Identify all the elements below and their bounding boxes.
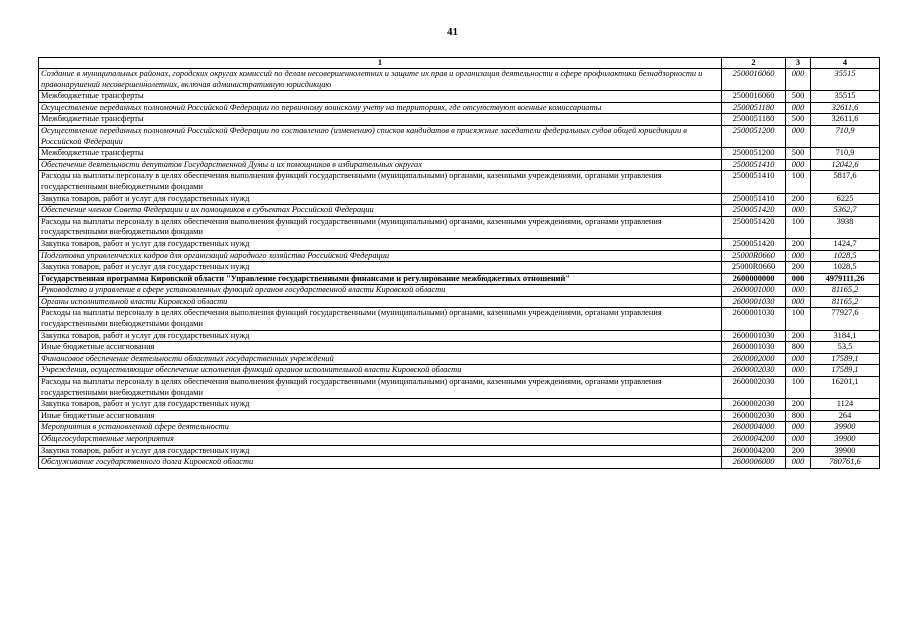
- row-type-cell: 000: [786, 205, 811, 217]
- row-code-cell: 2500051180: [722, 102, 786, 114]
- row-code-cell: 2600002030: [722, 399, 786, 411]
- row-amount-cell: 53,5: [811, 342, 880, 354]
- row-code-cell: 2600004200: [722, 434, 786, 446]
- row-type-cell: 200: [786, 330, 811, 342]
- row-type-cell: 100: [786, 308, 811, 330]
- row-type-cell: 200: [786, 399, 811, 411]
- row-type-cell: 500: [786, 91, 811, 103]
- row-name-cell: Общегосударственные мероприятия: [39, 434, 722, 446]
- row-amount-cell: 710,9: [811, 125, 880, 147]
- row-code-cell: 2500051420: [722, 238, 786, 250]
- row-name-cell: Закупка товаров, работ и услуг для государственных нужд: [39, 262, 722, 274]
- row-name-cell: Расходы на выплаты персоналу в целях обеспечения выполнения функций государственными (муниципальными) органами, казенными учреждениями, органами управления государственными внебюджетными фондами: [39, 171, 722, 193]
- row-code-cell: 2500051200: [722, 148, 786, 160]
- row-type-cell: 000: [786, 434, 811, 446]
- row-amount-cell: 6225: [811, 193, 880, 205]
- table-header-row: [39, 58, 880, 69]
- row-name-cell: Межбюджетные трансферты: [39, 91, 722, 103]
- row-amount-cell: 39900: [811, 434, 880, 446]
- row-name-cell: Руководство и управление в сфере установленных функций органов государственной власти Кировской области: [39, 285, 722, 297]
- row-type-cell: 000: [786, 159, 811, 171]
- row-code-cell: 2500051420: [722, 205, 786, 217]
- table-row: [39, 342, 880, 354]
- row-code-cell: 2600000000: [722, 273, 786, 285]
- row-code-cell: 2600004000: [722, 422, 786, 434]
- row-code-cell: 2600002030: [722, 365, 786, 377]
- row-name-cell: Финансовое обеспечение деятельности областных государственных учреждений: [39, 353, 722, 365]
- table-row: [39, 410, 880, 422]
- row-amount-cell: 4979111,26: [811, 273, 880, 285]
- row-name-cell: Расходы на выплаты персоналу в целях обеспечения выполнения функций государственными (муниципальными) органами, казенными учреждениями, органами управления государственными внебюджетными фондами: [39, 308, 722, 330]
- row-type-cell: 200: [786, 193, 811, 205]
- table-row: [39, 353, 880, 365]
- row-name-cell: Закупка товаров, работ и услуг для государственных нужд: [39, 399, 722, 411]
- row-code-cell: 2500051180: [722, 114, 786, 126]
- row-type-cell: 000: [786, 69, 811, 91]
- table-row: [39, 285, 880, 297]
- row-amount-cell: 710,9: [811, 148, 880, 160]
- table-row: [39, 91, 880, 103]
- table-row: [39, 434, 880, 446]
- row-amount-cell: 39900: [811, 445, 880, 457]
- table-row: [39, 205, 880, 217]
- row-type-cell: 000: [786, 285, 811, 297]
- row-amount-cell: 16201,1: [811, 377, 880, 399]
- table-row: [39, 238, 880, 250]
- row-code-cell: 2500051420: [722, 216, 786, 238]
- table-row: [39, 273, 880, 285]
- row-amount-cell: 780761,6: [811, 457, 880, 469]
- budget-table: [38, 57, 880, 469]
- row-type-cell: 000: [786, 250, 811, 262]
- row-type-cell: 800: [786, 410, 811, 422]
- row-name-cell: Обслуживание государственного долга Кировской области: [39, 457, 722, 469]
- row-type-cell: 500: [786, 148, 811, 160]
- row-code-cell: 2500051410: [722, 193, 786, 205]
- row-type-cell: 200: [786, 445, 811, 457]
- table-row: [39, 308, 880, 330]
- row-name-cell: Осуществление переданных полномочий Российской Федерации по первичному воинскому учету на территориях, где отсутствуют военные комиссариаты: [39, 102, 722, 114]
- table-row: [39, 102, 880, 114]
- row-name-cell: Межбюджетные трансферты: [39, 114, 722, 126]
- table-row: [39, 69, 880, 91]
- row-amount-cell: 35515: [811, 91, 880, 103]
- table-row: [39, 422, 880, 434]
- row-name-cell: Закупка товаров, работ и услуг для государственных нужд: [39, 193, 722, 205]
- column-header-amount: 4: [811, 58, 880, 69]
- row-name-cell: Закупка товаров, работ и услуг для государственных нужд: [39, 445, 722, 457]
- row-code-cell: 2500051200: [722, 125, 786, 147]
- row-type-cell: 100: [786, 377, 811, 399]
- table-row: [39, 296, 880, 308]
- row-amount-cell: 1028,5: [811, 262, 880, 274]
- row-amount-cell: 264: [811, 410, 880, 422]
- row-code-cell: 2600004200: [722, 445, 786, 457]
- row-name-cell: Иные бюджетные ассигнования: [39, 410, 722, 422]
- row-amount-cell: 81165,2: [811, 285, 880, 297]
- row-code-cell: 25000R0660: [722, 250, 786, 262]
- row-type-cell: 000: [786, 422, 811, 434]
- row-code-cell: 2600002000: [722, 353, 786, 365]
- row-type-cell: 200: [786, 238, 811, 250]
- row-code-cell: 25000R0660: [722, 262, 786, 274]
- row-amount-cell: 5362,7: [811, 205, 880, 217]
- row-name-cell: Расходы на выплаты персоналу в целях обеспечения выполнения функций государственными (муниципальными) органами, казенными учреждениями, органами управления государственными внебюджетными фондами: [39, 377, 722, 399]
- row-code-cell: 2500016060: [722, 91, 786, 103]
- table-row: [39, 377, 880, 399]
- row-name-cell: Осуществление переданных полномочий Российской Федерации по составлению (изменению) списков кандидатов в присяжные заседатели федеральных судов общей юрисдикции в Российской Федерации: [39, 125, 722, 147]
- row-name-cell: Создание в муниципальных районах, городских округах комиссий по делам несовершеннолетних и защите их прав и организация деятельности в сфере профилактики безнадзорности и правонарушений несовершеннолетних, включая административную юрисдикцию: [39, 69, 722, 91]
- row-amount-cell: 1424,7: [811, 238, 880, 250]
- table-row: [39, 365, 880, 377]
- row-amount-cell: 1124: [811, 399, 880, 411]
- row-name-cell: Расходы на выплаты персоналу в целях обеспечения выполнения функций государственными (муниципальными) органами, казенными учреждениями, органами управления государственными внебюджетными фондами: [39, 216, 722, 238]
- row-amount-cell: 3184,1: [811, 330, 880, 342]
- page-number: 41: [447, 26, 458, 38]
- column-header-code: 2: [722, 58, 786, 69]
- column-header-type: 3: [786, 58, 811, 69]
- row-amount-cell: 35515: [811, 69, 880, 91]
- row-type-cell: 000: [786, 125, 811, 147]
- row-amount-cell: 17589,1: [811, 365, 880, 377]
- row-amount-cell: 17589,1: [811, 353, 880, 365]
- row-code-cell: 2600001030: [722, 308, 786, 330]
- row-type-cell: 000: [786, 353, 811, 365]
- row-code-cell: 2500051410: [722, 171, 786, 193]
- row-name-cell: Подготовка управленческих кадров для организаций народного хозяйства Российской Федерации: [39, 250, 722, 262]
- row-type-cell: 500: [786, 114, 811, 126]
- row-type-cell: 000: [786, 365, 811, 377]
- table-row: [39, 171, 880, 193]
- row-type-cell: 100: [786, 171, 811, 193]
- row-code-cell: 2600001030: [722, 330, 786, 342]
- row-code-cell: 2600006000: [722, 457, 786, 469]
- column-header-name: 1: [39, 58, 722, 69]
- row-name-cell: Закупка товаров, работ и услуг для государственных нужд: [39, 238, 722, 250]
- table-row: [39, 399, 880, 411]
- table-row: [39, 330, 880, 342]
- row-amount-cell: 1028,5: [811, 250, 880, 262]
- row-name-cell: Мероприятия в установленной сфере деятельности: [39, 422, 722, 434]
- table-row: [39, 125, 880, 147]
- table-row: [39, 148, 880, 160]
- row-type-cell: 100: [786, 216, 811, 238]
- table-row: [39, 159, 880, 171]
- table-row: [39, 457, 880, 469]
- row-amount-cell: 39900: [811, 422, 880, 434]
- table-row: [39, 250, 880, 262]
- table-row: [39, 114, 880, 126]
- row-code-cell: 2500016060: [722, 69, 786, 91]
- row-name-cell: Государственная программа Кировской области "Управление государственными финансами и регулирование межбюджетных отношений": [39, 273, 722, 285]
- row-name-cell: Органы исполнительной власти Кировской области: [39, 296, 722, 308]
- row-amount-cell: 81165,2: [811, 296, 880, 308]
- table-row: [39, 445, 880, 457]
- row-name-cell: Межбюджетные трансферты: [39, 148, 722, 160]
- row-name-cell: Обеспечение членов Совета Федерации и их помощников в субъектах Российской Федерации: [39, 205, 722, 217]
- row-amount-cell: 3938: [811, 216, 880, 238]
- row-name-cell: Закупка товаров, работ и услуг для государственных нужд: [39, 330, 722, 342]
- row-code-cell: 2600002030: [722, 377, 786, 399]
- row-code-cell: 2600001000: [722, 285, 786, 297]
- row-amount-cell: 32611,6: [811, 102, 880, 114]
- table-row: [39, 262, 880, 274]
- row-amount-cell: 5817,6: [811, 171, 880, 193]
- row-type-cell: 000: [786, 102, 811, 114]
- row-amount-cell: 32611,6: [811, 114, 880, 126]
- row-type-cell: 000: [786, 296, 811, 308]
- row-code-cell: 2500051410: [722, 159, 786, 171]
- row-type-cell: 000: [786, 273, 811, 285]
- row-amount-cell: 12042,6: [811, 159, 880, 171]
- table-row: [39, 193, 880, 205]
- row-code-cell: 2600001030: [722, 342, 786, 354]
- row-name-cell: Учреждения, осуществляющие обеспечение исполнения функций органов исполнительной власти Кировской области: [39, 365, 722, 377]
- row-name-cell: Обеспечение деятельности депутатов Государственной Думы и их помощников в избирательных округах: [39, 159, 722, 171]
- row-type-cell: 200: [786, 262, 811, 274]
- row-amount-cell: 77927,6: [811, 308, 880, 330]
- row-type-cell: 000: [786, 457, 811, 469]
- row-code-cell: 2600001030: [722, 296, 786, 308]
- row-name-cell: Иные бюджетные ассигнования: [39, 342, 722, 354]
- row-type-cell: 800: [786, 342, 811, 354]
- row-code-cell: 2600002030: [722, 410, 786, 422]
- table-row: [39, 216, 880, 238]
